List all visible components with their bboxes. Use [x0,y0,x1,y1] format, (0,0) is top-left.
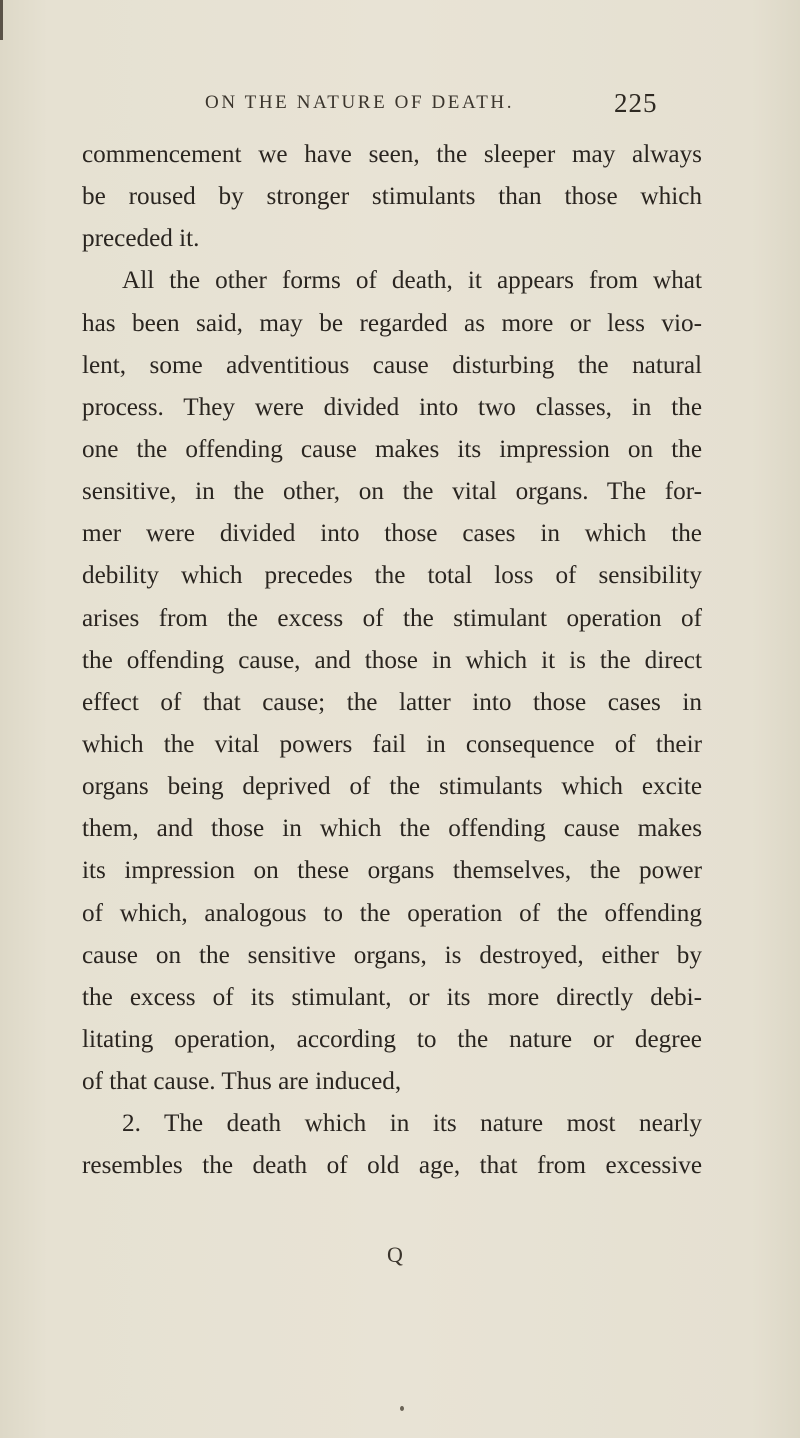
text-line: them, and those in which the offending cause makes [82,815,702,843]
text-line: debility which precedes the total loss of sensibility [82,562,702,590]
text-line: effect of that cause; the latter into those cases in [82,688,702,716]
text-line: arises from the excess of the stimulant operation of [82,604,702,632]
text-line: the offending cause, and those in which it is the direct [82,646,702,674]
text-line: sensitive, in the other, on the vital organs. The for- [82,478,702,506]
text-line: litating operation, according to the nature or degree [82,1025,702,1053]
text-line: process. They were divided into two classes, in the [82,393,702,421]
paragraph-start-line: 2. The death which in its nature most nearly [122,1110,702,1138]
text-line: of which, analogous to the operation of the offending [82,899,702,927]
running-head [0,88,800,124]
text-line: lent, some adventitious cause disturbing the natural [82,351,702,379]
text-line: be roused by stronger stimulants than those which [82,183,702,211]
text-line: has been said, may be regarded as more or less vio- [82,309,702,337]
body-text [82,134,702,1188]
text-line: preceded it. [82,225,200,253]
text-line: which the vital powers fail in consequence of their [82,730,702,758]
text-line: cause on the sensitive organs, is destroyed, either by [82,941,702,969]
text-line: the excess of its stimulant, or its more directly debi- [82,983,702,1011]
running-title: ON THE NATURE OF DEATH. [205,92,515,113]
text-line: resembles the death of old age, that from excessive [82,1152,702,1180]
page-edge-shadow [0,0,3,40]
text-line: commencement we have seen, the sleeper may always [82,141,702,168]
text-line: of that cause. Thus are induced, [82,1068,402,1096]
signature-mark: Q [387,1242,403,1267]
text-line: organs being deprived of the stimulants which excite [82,773,702,801]
page-number: 225 [614,88,658,118]
text-line: mer were divided into those cases in which the [82,520,702,548]
text-line: its impression on these organs themselves, the power [82,857,702,885]
text-line: one the offending cause makes its impression on the [82,435,702,463]
ink-speck [400,1406,404,1411]
paragraph-start-line: All the other forms of death, it appears from what [122,267,702,295]
